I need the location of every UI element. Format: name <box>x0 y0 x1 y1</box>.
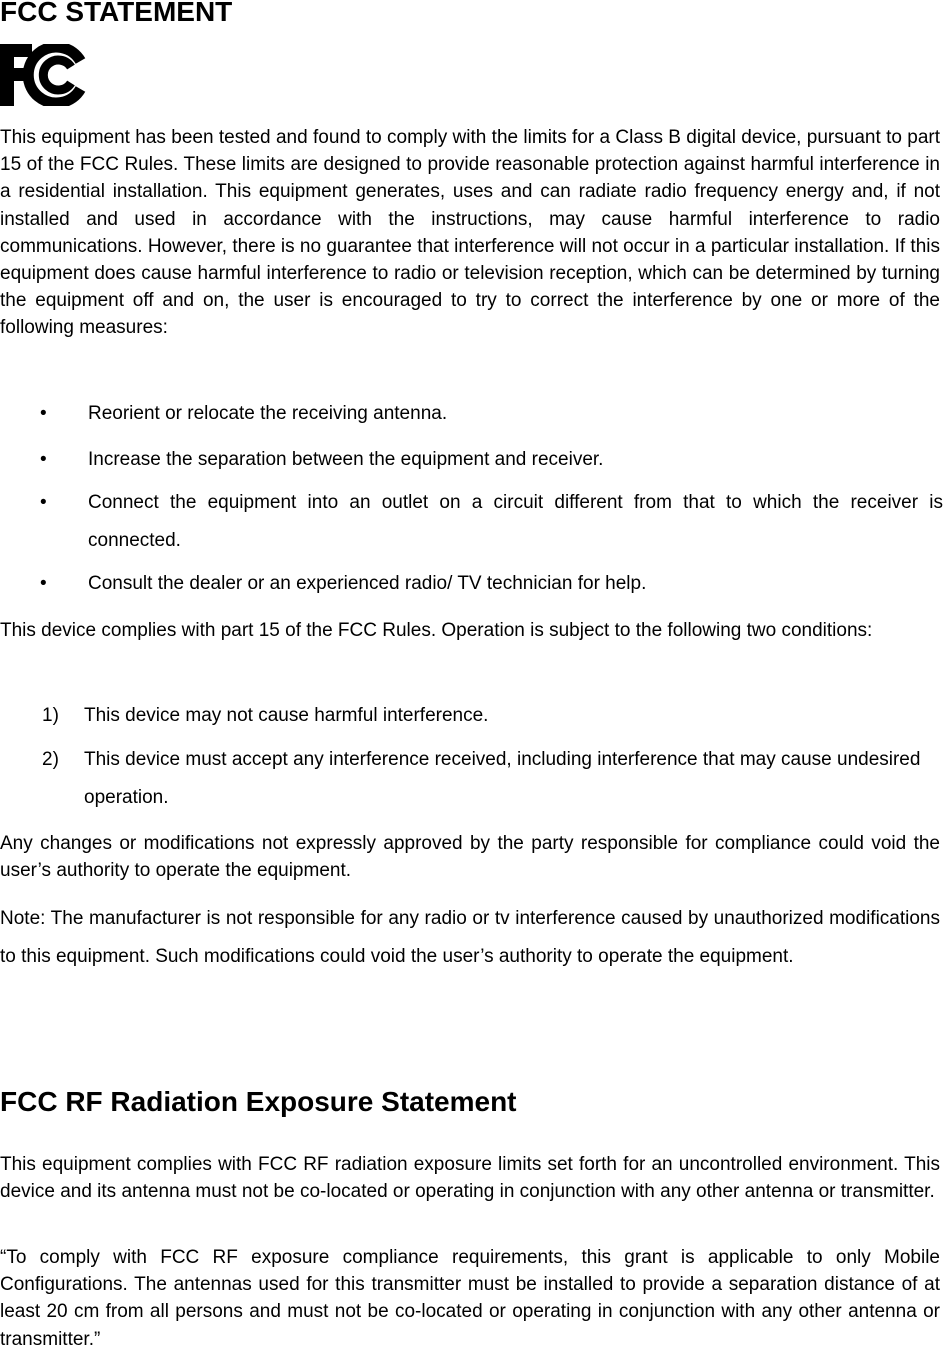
note-paragraph: Note: The manufacturer is not responsible for any radio or tv interference caused by unauthorized modifications to this equipment. Such modifications could void the user’s authority to operate the equipment. <box>0 908 940 967</box>
bullet-icon: • <box>40 403 47 424</box>
condition-item: This device may not cause harmful interference. <box>84 705 489 726</box>
rf-paragraph-2: “To comply with FCC RF exposure compliance requirements, this grant is applicable to only Mobile Configurations. The antennas used for this transmitter must be installed to provide a separation distance of at least 20 cm from all persons and must not be co-located or operating in conjunction with any other antenna or transmitter.” <box>0 1247 940 1350</box>
rf-paragraph-1: This equipment complies with FCC RF radiation exposure limits set forth for an uncontrolled environment. This device and its antenna must not be co-located or operating in conjunction with any other antenna or transmitter. <box>0 1154 940 1203</box>
list-item: Increase the separation between the equipment and receiver. <box>88 449 604 470</box>
condition-number: 1) <box>42 705 59 726</box>
rf-heading: FCC RF Radiation Exposure Statement <box>0 1086 517 1117</box>
page-title: FCC STATEMENT <box>0 0 233 27</box>
bullet-icon: • <box>40 573 47 594</box>
conditions-intro: This device complies with part 15 of the FCC Rules. Operation is subject to the following two conditions: <box>0 620 873 641</box>
intro-paragraph: This equipment has been tested and found to comply with the limits for a Class B digital device, pursuant to part 15 of the FCC Rules. These limits are designed to provide reasonable protection against harmful interference in a residential installation. This equipment generates, uses and can radiate radio frequency energy and, if not installed and used in accordance with the instructions, may cause harmful interference to radio communications. However, there is no guarantee that interference will not occur in a particular installation. If this equipment does cause harmful interference to radio or television reception, which can be determined by turning the equipment off and on, the user is encouraged to try to correct the interference by one or more of the following measures: <box>0 127 940 339</box>
condition-item: This device must accept any interference received, including interference that may cause undesired operation. <box>84 749 921 808</box>
list-item: Connect the equipment into an outlet on a circuit different from that to which the receiver is connected. <box>88 492 943 551</box>
changes-paragraph: Any changes or modifications not expressly approved by the party responsible for compliance could void the user’s authority to operate the equipment. <box>0 833 940 882</box>
fcc-logo <box>0 44 86 106</box>
list-item: Consult the dealer or an experienced radio/ TV technician for help. <box>88 573 647 594</box>
list-item: Reorient or relocate the receiving antenna. <box>88 403 448 424</box>
bullet-icon: • <box>40 492 47 513</box>
bullet-icon: • <box>40 449 47 470</box>
condition-number: 2) <box>42 749 59 770</box>
